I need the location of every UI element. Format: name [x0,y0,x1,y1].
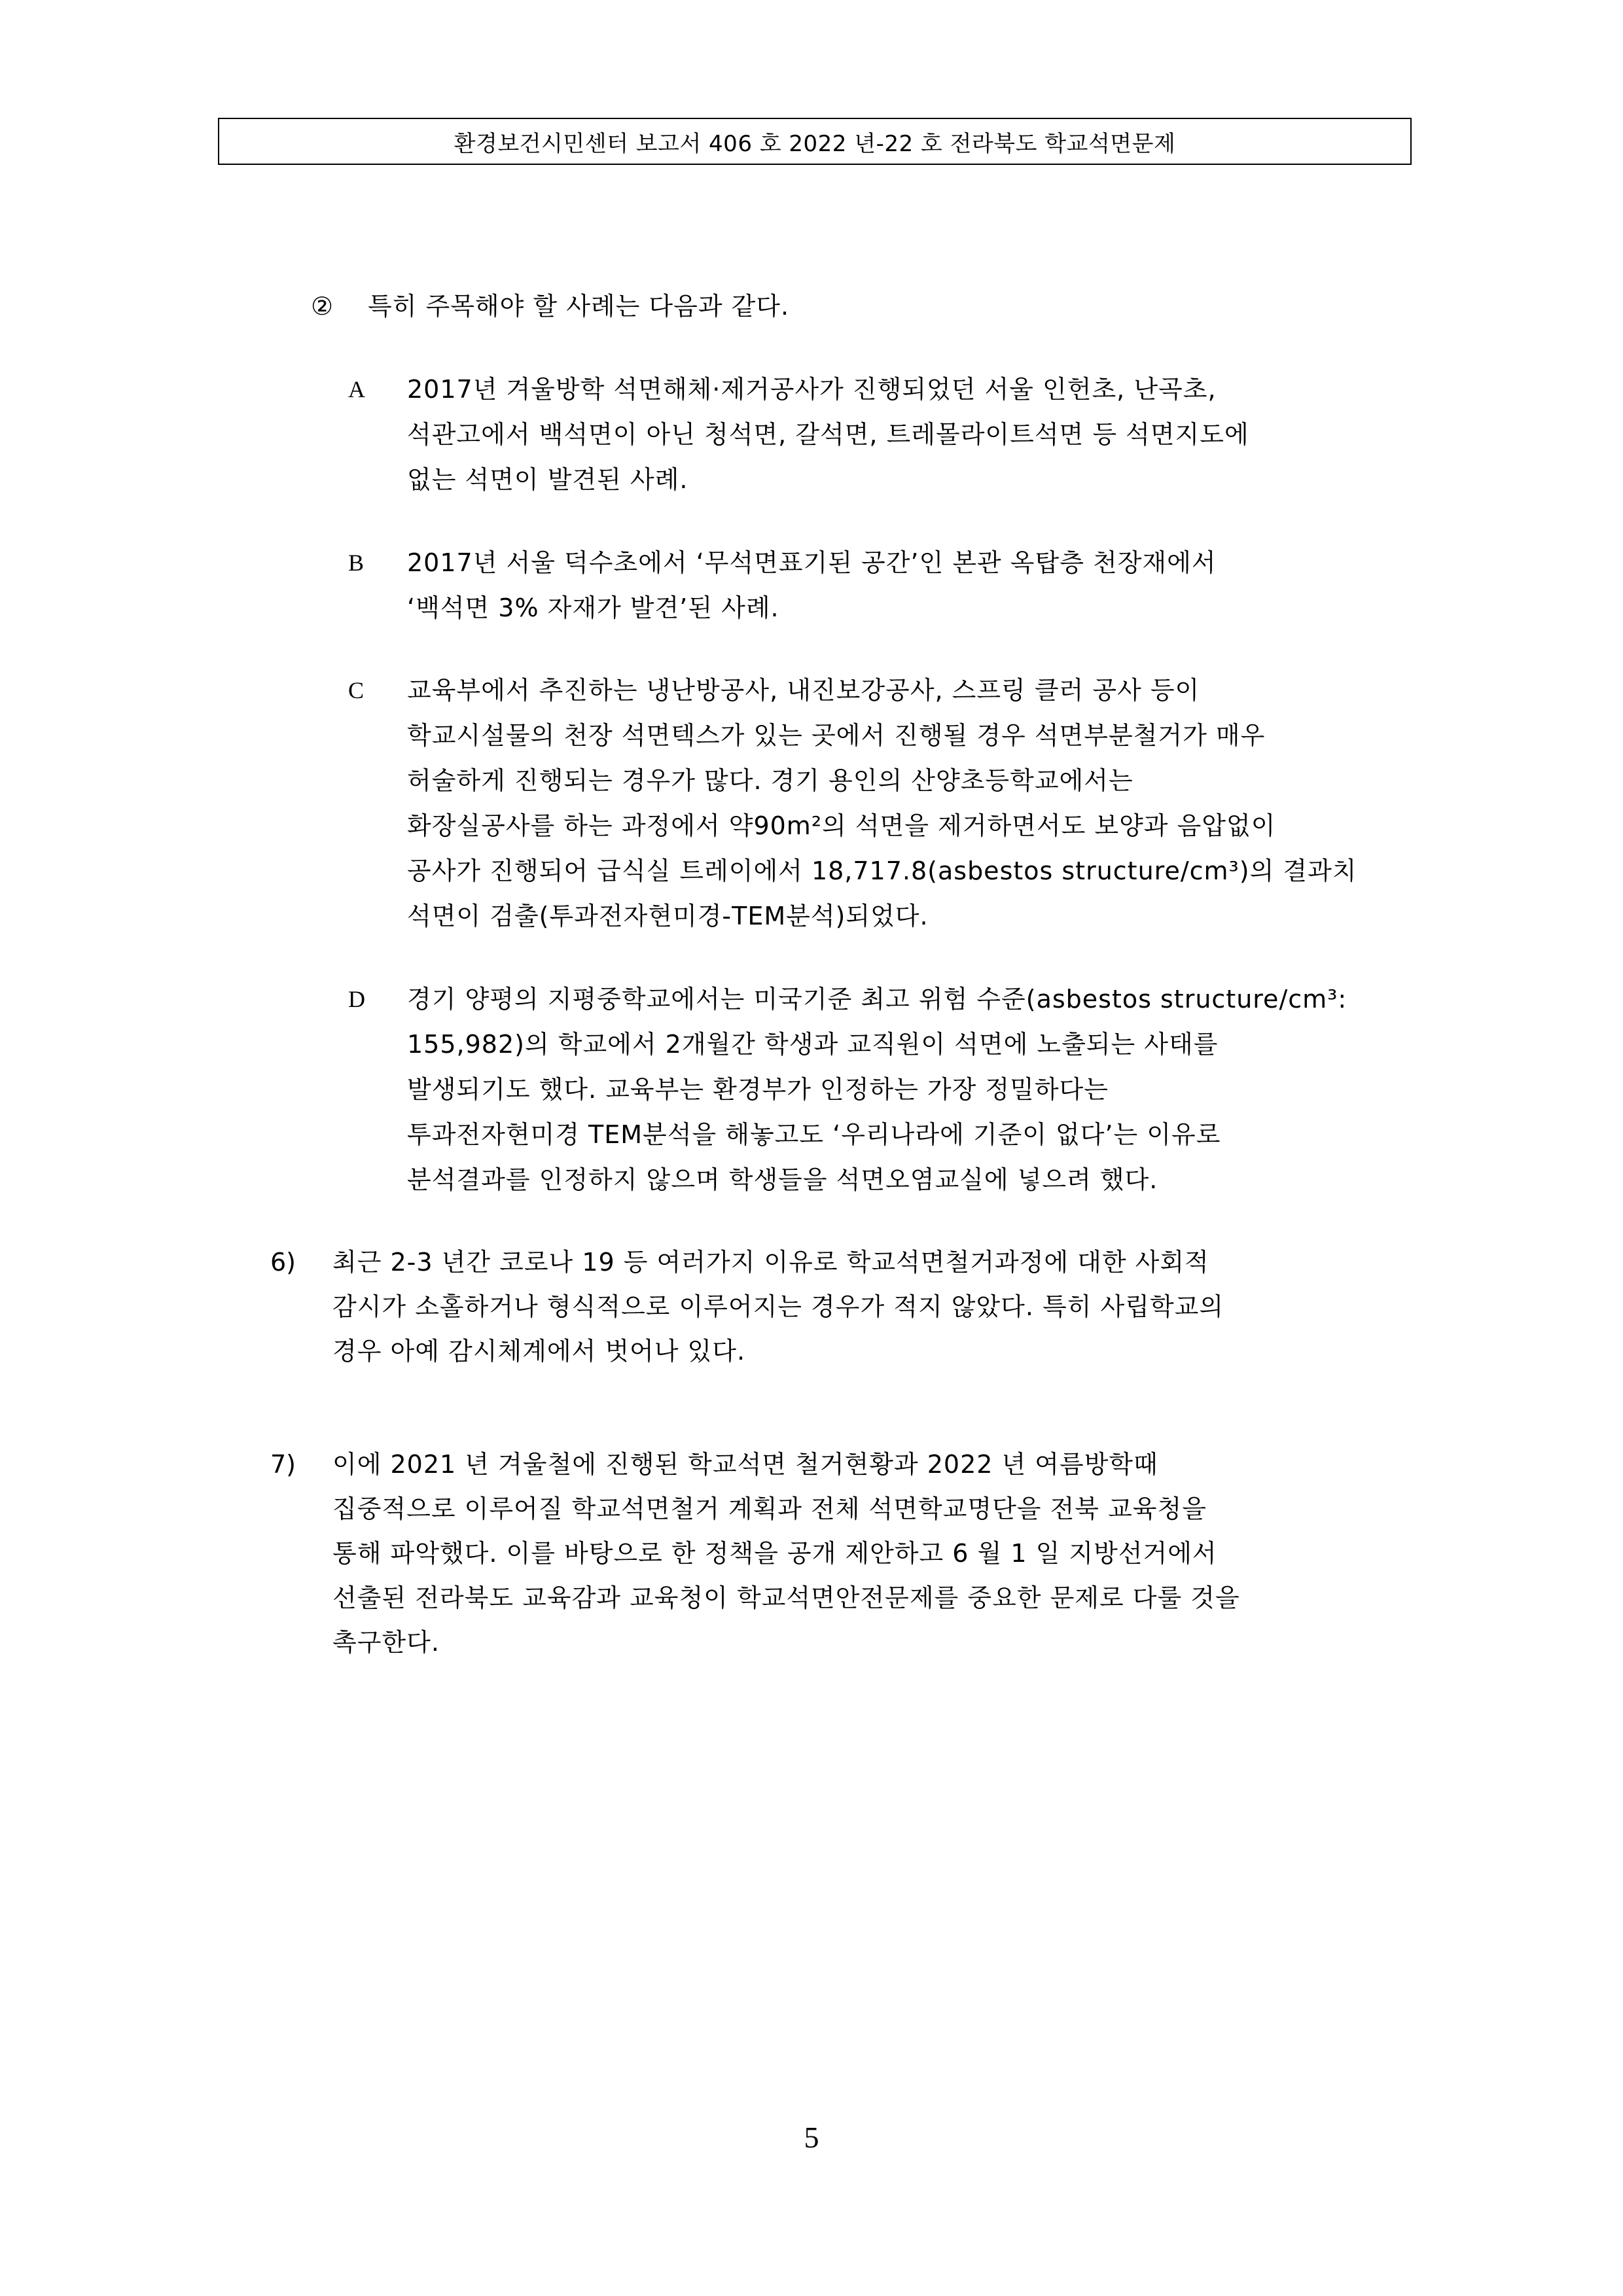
item-7-line: 통해 파악했다. 이를 바탕으로 한 정책을 공개 제안하고 6 월 1 일 지방선거에서 [332,1539,1217,1568]
intro-marker: ② [311,292,334,321]
item-6-line: 경우 아예 감시체계에서 벗어나 있다. [332,1337,746,1366]
case-c-line: 화장실공사를 하는 과정에서 약90m²의 석면을 제거하면서도 보양과 음압없이 [407,811,1276,840]
item-7-line: 선출된 전라북도 교육감과 교육청이 학교석면안전문제를 중요한 문제로 다룰 것을 [332,1583,1240,1612]
case-a-line: 없는 석면이 발견된 사례. [407,465,688,494]
item-6-line: 감시가 소홀하거나 형식적으로 이루어지는 경우가 적지 않았다. 특히 사립학교의 [332,1292,1224,1321]
case-c-line: 교육부에서 추진하는 냉난방공사, 내진보강공사, 스프링 클러 공사 등이 [407,676,1200,705]
case-d-line: 발생되기도 했다. 교육부는 환경부가 인정하는 가장 정밀하다는 [407,1075,1109,1104]
report-header-title: 환경보건시민센터 보고서 406 호 2022 년-22 호 전라북도 학교석면문제 [454,130,1176,157]
case-b-marker: B [348,550,365,576]
case-b-line: 2017년 서울 덕수초에서 ‘무석면표기된 공간’인 본관 옥탑층 천장재에서 [407,548,1217,577]
item-6-marker: 6) [270,1248,296,1277]
case-c-line: 허술하게 진행되는 경우가 많다. 경기 용인의 산양초등학교에서는 [407,766,1133,795]
case-d-line: 투과전자현미경 TEM분석을 해놓고도 ‘우리나라에 기준이 없다’는 이유로 [407,1120,1221,1149]
case-a-line: 석관고에서 백석면이 아닌 청석면, 갈석면, 트레몰라이트석면 등 석면지도에 [407,420,1249,449]
item-7-line: 이에 2021 년 겨울철에 진행된 학교석면 철거현황과 2022 년 여름방학때 [332,1450,1158,1479]
report-header [218,118,1412,165]
case-c-line: 학교시설물의 천장 석면텍스가 있는 곳에서 진행될 경우 석면부분철거가 매우 [407,721,1266,750]
item-7-marker: 7) [270,1450,296,1479]
case-c-line: 공사가 진행되어 급식실 트레이에서 18,717.8(asbestos structure/cm³)의 결과치 [407,857,1357,885]
page-number: 5 [804,2121,819,2154]
item-7-line: 집중적으로 이루어질 학교석면철거 계획과 전체 석면학교명단을 전북 교육청을 [332,1494,1207,1523]
item-7-line: 촉구한다. [332,1628,440,1657]
item-6-line: 최근 2-3 년간 코로나 19 등 여러가지 이유로 학교석면철거과정에 대한 사회적 [332,1248,1209,1277]
case-a-line: 2017년 겨울방학 석면해체·제거공사가 진행되었던 서울 인헌초, 난곡초, [407,375,1217,404]
case-d-line: 155,982)의 학교에서 2개월간 학생과 교직원이 석면에 노출되는 사태를 [407,1030,1219,1059]
case-c-marker: C [348,677,365,703]
case-c-line: 석면이 검출(투과전자현미경-TEM분석)되었다. [407,902,929,930]
case-a-marker: A [348,376,365,402]
case-b-line: ‘백석면 3% 자재가 발견’된 사례. [407,593,779,622]
case-d-marker: D [348,986,365,1012]
case-d-line: 분석결과를 인정하지 않으며 학생들을 석면오염교실에 넣으려 했다. [407,1165,1158,1194]
intro-text: 특히 주목해야 할 사례는 다음과 같다. [368,292,790,321]
case-d-line: 경기 양평의 지평중학교에서는 미국기준 최고 위험 수준(asbestos structure/cm³: [407,985,1347,1014]
